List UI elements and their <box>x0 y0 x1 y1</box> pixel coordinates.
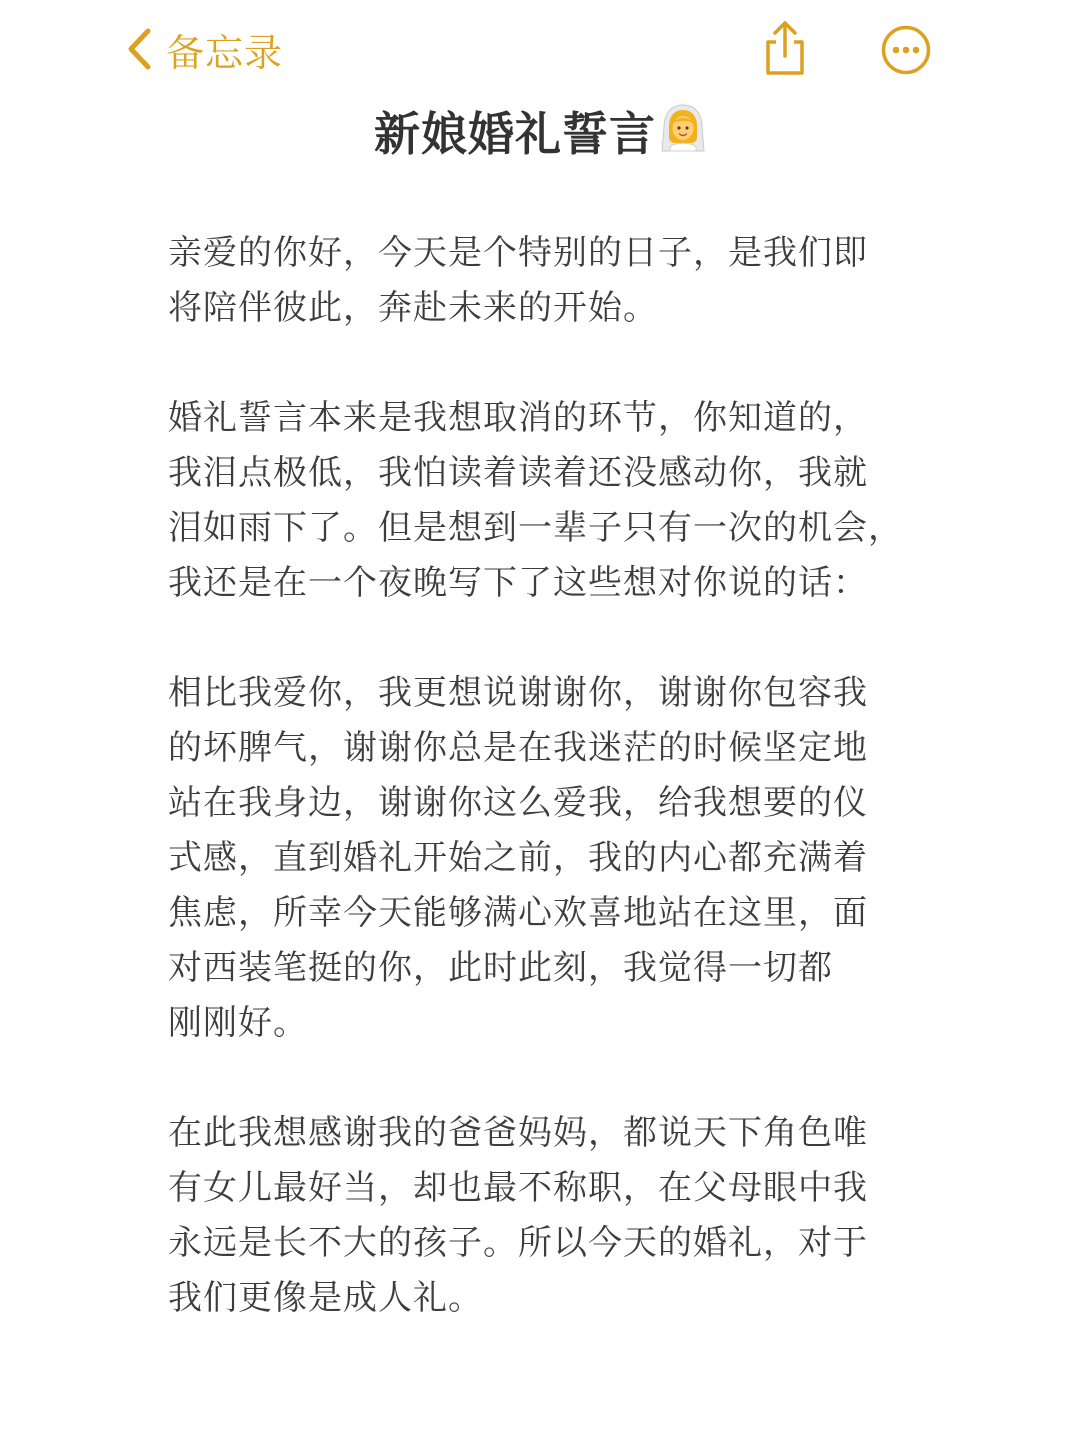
note-text-line: 在此我想感谢我的爸爸妈妈，都说天下角色唯 <box>168 1113 868 1153</box>
note-text-line: 婚礼誓言本来是我想取消的环节，你知道的， <box>168 398 868 438</box>
note-text-line: 焦虑，所幸今天能够满心欢喜地站在这里，面 <box>168 893 868 933</box>
note-paragraph <box>168 1106 898 1326</box>
note-text-line: 泪如雨下了。但是想到一辈子只有一次的机会， <box>168 508 903 548</box>
back-label: 备忘录 <box>166 30 284 75</box>
note-text-line: 相比我爱你，我更想说谢谢你，谢谢你包容我 <box>168 673 868 713</box>
more-button[interactable] <box>880 24 932 80</box>
navigation-bar <box>0 0 1080 100</box>
chevron-left-icon <box>126 27 152 71</box>
note-text-line: 有女儿最好当，却也最不称职，在父母眼中我 <box>168 1168 868 1208</box>
note-paragraph <box>168 666 898 1051</box>
note-text-line: 我们更像是成人礼。 <box>168 1278 483 1318</box>
note-text-line: 站在我身边，谢谢你这么爱我，给我想要的仪 <box>168 783 868 823</box>
share-button[interactable] <box>760 18 810 82</box>
note-text-line: 将陪伴彼此，奔赴未来的开始。 <box>168 288 658 328</box>
note-text-line: 我泪点极低，我怕读着读着还没感动你，我就 <box>168 453 868 493</box>
note-title <box>0 98 1080 168</box>
note-text-line: 我还是在一个夜晚写下了这些想对你说的话： <box>168 563 868 603</box>
more-icon <box>880 24 932 76</box>
note-body <box>168 226 903 1381</box>
note-text-line: 式感，直到婚礼开始之前，我的内心都充满着 <box>168 838 868 878</box>
back-button[interactable] <box>126 24 283 74</box>
bride-with-veil-emoji-icon <box>660 103 706 164</box>
note-paragraph <box>168 391 903 611</box>
note-paragraph <box>168 226 898 336</box>
note-title-text: 新娘婚礼誓言 <box>374 107 656 161</box>
note-text-line: 的坏脾气，谢谢你总是在我迷茫的时候坚定地 <box>168 728 868 768</box>
note-text-line: 亲爱的你好，今天是个特别的日子，是我们即 <box>168 233 868 273</box>
note-text-line: 永远是长不大的孩子。所以今天的婚礼，对于 <box>168 1223 868 1263</box>
share-icon <box>760 18 810 78</box>
note-text-line: 刚刚好。 <box>168 1003 308 1043</box>
note-text-line: 对西装笔挺的你，此时此刻，我觉得一切都 <box>168 948 833 988</box>
